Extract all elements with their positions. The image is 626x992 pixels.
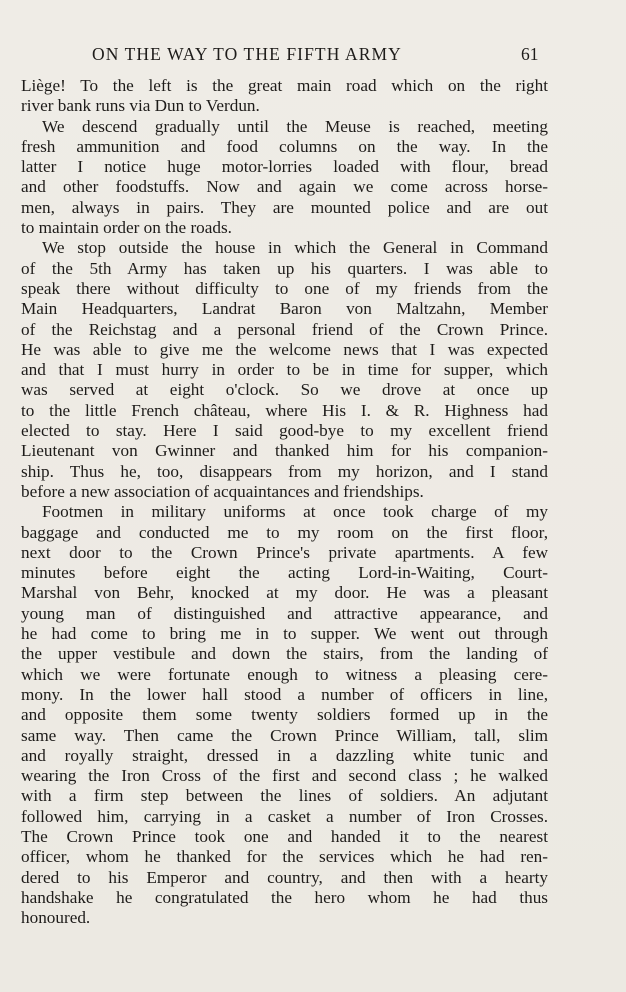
text-line: The Crown Prince took one and handed it to the nearest bbox=[21, 826, 548, 846]
paragraph bbox=[21, 502, 548, 928]
text-line: latter I notice huge motor-lorries loaded with flour, bread bbox=[21, 157, 548, 177]
page-number: 61 bbox=[521, 44, 539, 64]
text-line: Footmen in military uniforms at once took charge of my bbox=[42, 502, 548, 522]
paragraph bbox=[21, 117, 548, 239]
text-line: mony. In the lower hall stood a number of officers in line, bbox=[21, 684, 548, 704]
text-line: Main Headquarters, Landrat Baron von Maltzahn, Member bbox=[21, 299, 548, 319]
text-line: which we were fortunate enough to witness a pleasing cere- bbox=[21, 664, 548, 684]
text-line: to maintain order on the roads. bbox=[21, 218, 232, 238]
paragraph bbox=[21, 76, 548, 117]
text-line: fresh ammunition and food columns on the way. In the bbox=[21, 136, 548, 156]
text-line: officer, whom he thanked for the services which he had ren- bbox=[21, 847, 548, 867]
text-line: minutes before eight the acting Lord-in-Waiting, Court- bbox=[21, 563, 548, 583]
text-line: baggage and conducted me to my room on the first floor, bbox=[21, 522, 548, 542]
text-line: followed him, carrying in a casket a number of Iron Crosses. bbox=[21, 806, 548, 826]
text-line: honoured. bbox=[21, 908, 91, 928]
text-line: We stop outside the house in which the General in Command bbox=[42, 238, 548, 258]
text-line: of the Reichstag and a personal friend of the Crown Prince. bbox=[21, 319, 548, 339]
text-line: with a firm step between the lines of soldiers. An adjutant bbox=[21, 786, 548, 806]
body-text bbox=[21, 76, 548, 928]
text-line: and opposite them some twenty soldiers formed up in the bbox=[21, 705, 548, 725]
text-line: elected to stay. Here I said good-bye to my excellent friend bbox=[21, 421, 548, 441]
text-line: He was able to give me the welcome news that I was expected bbox=[21, 339, 548, 359]
text-line: and royally straight, dressed in a dazzling white tunic and bbox=[21, 745, 548, 765]
text-line: Marshal von Behr, knocked at my door. He was a pleasant bbox=[21, 583, 548, 603]
text-line: river bank runs via Dun to Verdun. bbox=[21, 96, 260, 116]
running-title: ON THE WAY TO THE FIFTH ARMY bbox=[92, 44, 402, 64]
text-line: Lieutenant von Gwinner and thanked him for his companion- bbox=[21, 441, 548, 461]
text-line: to the little French château, where His I. & R. Highness had bbox=[21, 400, 548, 420]
text-line: wearing the Iron Cross of the first and second class ; he walked bbox=[21, 766, 548, 786]
text-line: young man of distinguished and attractive appearance, and bbox=[21, 603, 548, 623]
text-line: ship. Thus he, too, disappears from my horizon, and I stand bbox=[21, 461, 548, 481]
text-line: men, always in pairs. They are mounted police and are out bbox=[21, 197, 548, 217]
text-line: and other foodstuffs. Now and again we come across horse- bbox=[21, 177, 548, 197]
text-line: next door to the Crown Prince's private apartments. A few bbox=[21, 542, 548, 562]
text-line: and that I must hurry in order to be in time for supper, which bbox=[21, 360, 548, 380]
text-line: the upper vestibule and down the stairs, from the landing of bbox=[21, 644, 548, 664]
text-line: of the 5th Army has taken up his quarters. I was able to bbox=[21, 258, 548, 278]
running-head bbox=[0, 42, 626, 66]
text-line: same way. Then came the Crown Prince William, tall, slim bbox=[21, 725, 548, 745]
text-line: was served at eight o'clock. So we drove at once up bbox=[21, 380, 548, 400]
text-line: speak there without difficulty to one of my friends from the bbox=[21, 278, 548, 298]
text-line: Liège! To the left is the great main road which on the right bbox=[21, 76, 548, 95]
text-line: We descend gradually until the Meuse is reached, meeting bbox=[42, 116, 548, 136]
text-line: dered to his Emperor and country, and then with a hearty bbox=[21, 867, 548, 887]
text-line: he had come to bring me in to supper. We went out through bbox=[21, 624, 548, 644]
paragraph bbox=[21, 238, 548, 502]
text-line: handshake he congratulated the hero whom he had thus bbox=[21, 887, 548, 907]
text-line: before a new association of acquaintances and friendships. bbox=[21, 481, 424, 501]
